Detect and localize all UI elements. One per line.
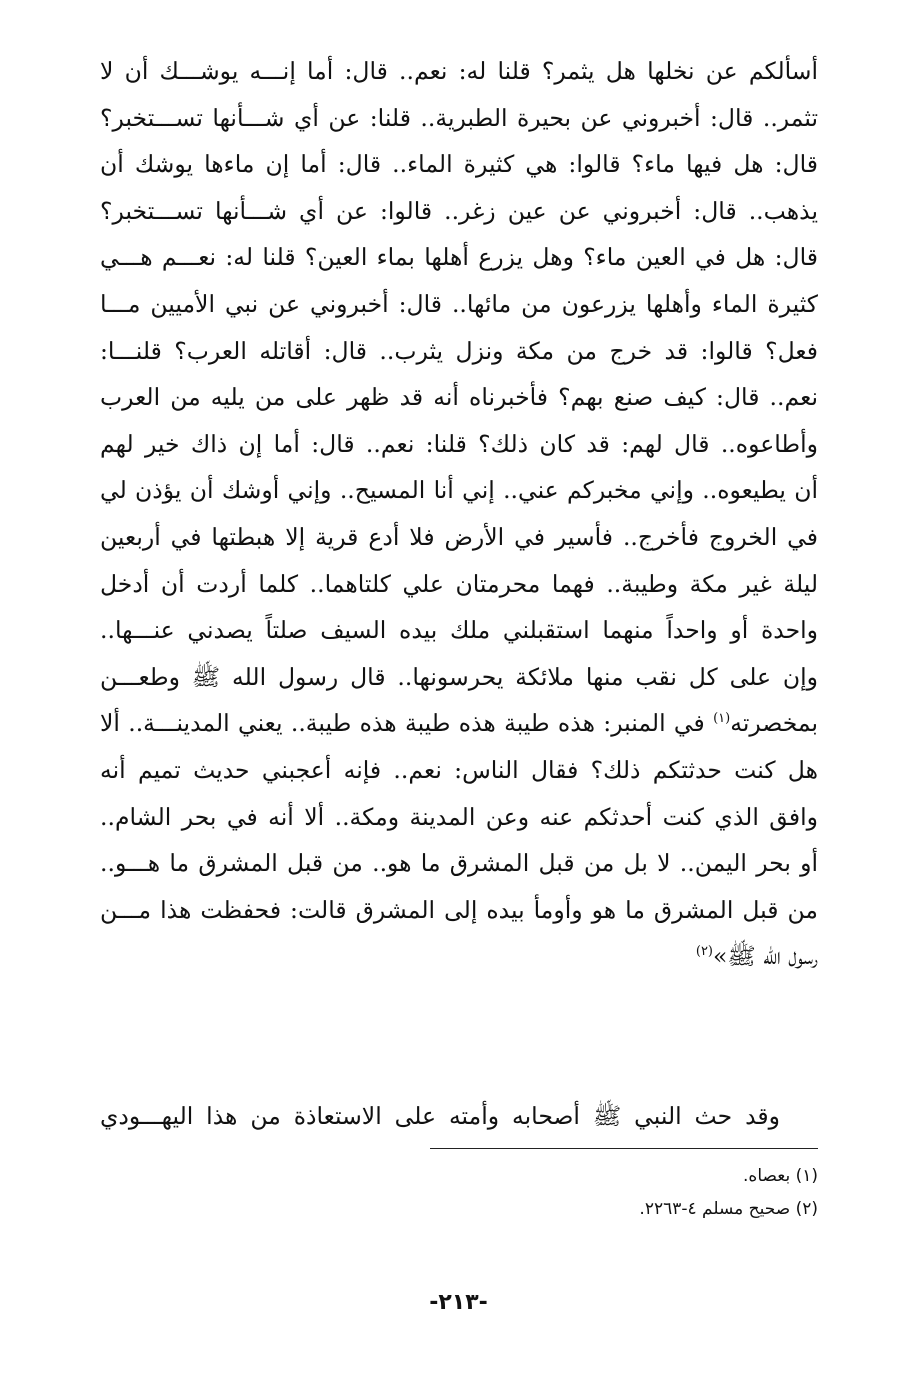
text-line: أو بحر اليمن.. لا بل من قبل المشرق ما هو.. من قبل المشرق ما هـــو.. <box>100 849 818 878</box>
text-line: في الخروج فأخرج.. فأسير في الأرض فلا أدع قرية إلا هبطتها في أربعين <box>100 522 818 551</box>
footnote-marker: (٢) <box>695 944 713 960</box>
text-line: وافق الذي كنت أحدثكم عنه وعن المدينة ومكة.. ألا أنه في بحر الشام.. <box>100 802 818 831</box>
footnote-item: (١) بعصاه. <box>743 1166 818 1186</box>
text-line: تثمر.. قال: أخبروني عن بحيرة الطبرية.. قلنا: عن أي شـــأنها تســـتخبر؟ <box>100 103 818 132</box>
text-line: واحدة أو واحداً منهما استقبلني ملك بيده السيف صلتاً يصدني عنـــها.. <box>100 616 818 645</box>
text-line: ليلة غير مكة وطيبة.. فهما محرمتان علي كلتاهما.. كلما أردت أن أدخل <box>100 569 819 598</box>
footnote-divider <box>430 1148 818 1149</box>
text-line-last <box>100 933 818 980</box>
footnote-marker: (١) <box>713 711 731 727</box>
text-line: نعم.. قال: كيف صنع بهم؟ فأخبرناه أنه قد ظهر على من يليه من العرب <box>100 383 818 412</box>
text-segment: رسول الله ﷺ» <box>713 942 818 971</box>
page-number: -٢١٣- <box>429 1290 488 1315</box>
text-line: وأطاعوه.. قال لهم: قد كان ذلك؟ قلنا: نعم.. قال: أما إن ذاك خير لهم <box>100 429 818 458</box>
text-segment: في المنبر: هذه طيبة هذه طيبة هذه طيبة.. يعني المدينـــة.. ألا <box>100 709 714 738</box>
footnotes <box>430 1160 818 1226</box>
main-text <box>100 48 818 980</box>
text-line: يذهب.. قال: أخبروني عن عين زغر.. قالوا: عن أي شـــأنها تســـتخبر؟ <box>100 196 818 225</box>
text-line: هل كنت حدثتكم ذلك؟ فقال الناس: نعم.. فإنه أعجبني حديث تميم أنه <box>100 755 818 784</box>
text-line: قال: هل في العين ماء؟ وهل يزرع أهلها بماء العين؟ قلنا له: نعـــم هـــي <box>100 243 818 272</box>
text-line: من قبل المشرق ما هو وأومأ بيده إلى المشرق قالت: فحفظت هذا مـــن <box>100 895 818 924</box>
text-line: قال: هل فيها ماء؟ قالوا: هي كثيرة الماء.. قال: أما إن ماءها يوشك أن <box>100 150 818 179</box>
text-line: وإن على كل نقب منها ملائكة يحرسونها.. قال رسول الله ﷺ وطعـــن <box>100 662 818 691</box>
text-line-with-footnote <box>100 700 818 747</box>
paragraph-two: وقد حث النبي ﷺ أصحابه وأمته على الاستعاذة من هذا اليهـــودي <box>100 1102 780 1130</box>
text-line: كثيرة الماء وأهلها يزرعون من مائها.. قال: أخبروني عن نبي الأميين مـــا <box>100 289 818 318</box>
text-line: أسألكم عن نخلها هل يثمر؟ قلنا له: نعم.. قال: أما إنـــه يوشـــك أن لا <box>100 57 818 85</box>
text-segment: بمخصرته <box>730 709 818 738</box>
text-line: فعل؟ قالوا: قد خرج من مكة ونزل يثرب.. قال: أقاتله العرب؟ قلنـــا: <box>100 336 818 365</box>
text-line: أن يطيعوه.. وإني مخبركم عني.. إني أنا المسيح.. وإني أوشك أن يؤذن لي <box>100 476 818 505</box>
footnote-item: (٢) صحيح مسلم ٤-٢٢٦٣. <box>639 1199 818 1219</box>
